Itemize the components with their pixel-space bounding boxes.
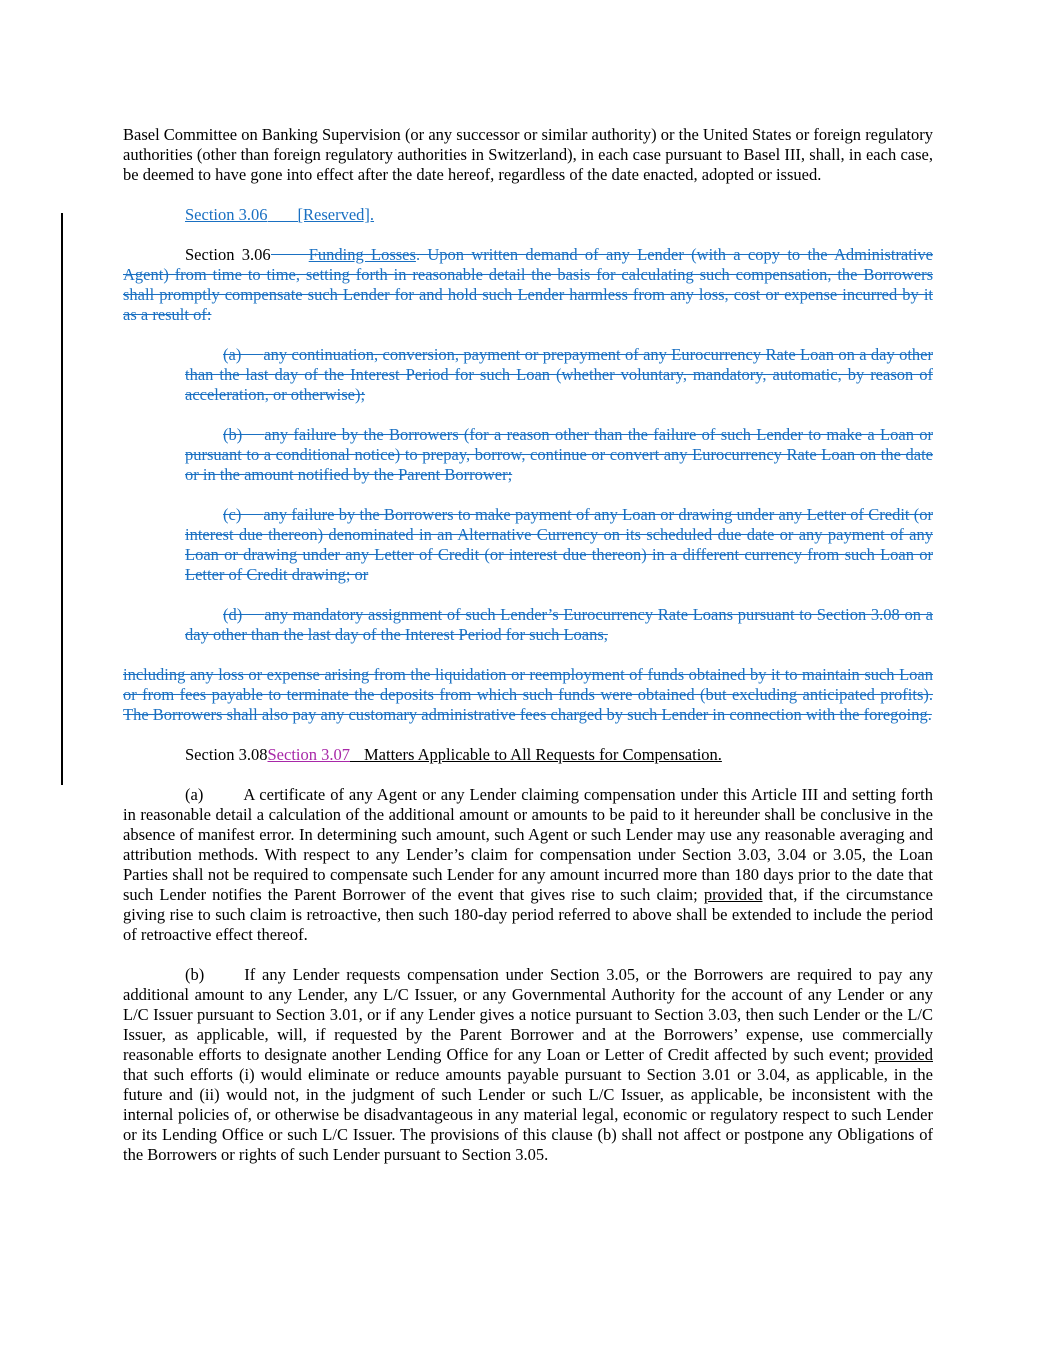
paragraph <box>123 245 933 325</box>
text-segment: that, if the circumstance giving rise to such claim is retroactive, then such 180-day period referred to above shall be extended to include the period of retroactive effect thereof. <box>123 885 933 944</box>
tab-spacer <box>350 745 364 760</box>
text-segment: (b) <box>223 425 243 444</box>
paragraph <box>123 205 933 225</box>
text-segment: provided <box>874 1045 933 1064</box>
tab-spacer <box>242 425 264 440</box>
text-segment: that such efforts (i) would eliminate or reduce amounts payable pursuant to Section 3.01 or 3.04, as applicable, in the future and (ii) would not, in the judgment of such Lender or such L/C Issuer, as applicable, be inconsistent with the internal policies of, or otherwise be disadvantageous in any material legal, economic or regulatory respect to such Lender or its Lending Office or such L/C Issuer. The provisions of this clause (b) shall not affect or postpone any Obligations of the Borrowers or rights of such Lender pursuant to Section 3.05. <box>123 1065 933 1164</box>
tab-spacer <box>271 245 309 260</box>
text-segment: any continuation, conversion, payment or prepayment of any Eurocurrency Rate Loan on a day other than the last day of the Interest Period for such Loan (whether voluntary, mandatory, automatic, by reason of acceleration, or otherwise); <box>185 345 933 404</box>
text-segment: Section 3.08 <box>185 745 268 764</box>
paragraph <box>123 125 933 185</box>
text-segment: . Upon written demand of any Lender (with a copy to the Administrative Agent) from time to time, setting forth in reasonable detail the basis for calculating such compensation, the Borrowers shall promptly compensate such Lender for and hold such Lender harmless from any loss, cost or expense incurred by it as a result of: <box>123 245 933 324</box>
text-segment: any mandatory assignment of such Lender’s Eurocurrency Rate Loans pursuant to Section 3.08 on a day other than the last day of the Interest Period for such Loans, <box>185 605 933 644</box>
paragraph <box>185 425 933 485</box>
text-segment: (d) <box>223 605 243 624</box>
text-segment: including any loss or expense arising from the liquidation or reemployment of funds obtained by it to maintain such Loan or from fees payable to terminate the deposits from which such funds were obtained (but excluding anticipated profits). The Borrowers shall also pay any customary administrative fees charged by such Lender in connection with the foregoing. <box>123 665 933 724</box>
text-segment: any failure by the Borrowers (for a reason other than the failure of such Lender to make a Loan or pursuant to a conditional notice) to prepay, borrow, continue or convert any Eurocurrency Rate Loan on the date or in the amount notified by the Parent Borrower; <box>185 425 933 484</box>
text-segment: (a) <box>185 785 204 804</box>
paragraph <box>123 665 933 725</box>
text-segment: any failure by the Borrowers to make payment of any Loan or drawing under any Letter of Credit (or interest due thereon) denominated in an Alternative Currency on its scheduled due date or any payment of any Loan or drawing under any Letter of Credit (or interest due thereon) in a different currency from such Loan or Letter of Credit drawing; or <box>185 505 933 584</box>
text-segment: If any Lender requests compensation under Section 3.05, or the Borrowers are required to pay any additional amount to any Lender, any L/C Issuer, or any Governmental Authority for the account of any Lender or any L/C Issuer pursuant to Section 3.01, or if any Lender gives a notice pursuant to Section 3.03, then such Lender or the L/C Issuer, as applicable, will, if requested by the Parent Borrower and at the Borrowers’ expense, use commercially reasonable efforts to designate another Lending Office for any Loan or Letter of Credit affected by such event; <box>123 965 933 1064</box>
paragraph <box>185 345 933 405</box>
paragraph <box>185 505 933 585</box>
text-segment: A certificate of any Agent or any Lender claiming compensation under this Article III and setting forth in reasonable detail a calculation of the additional amount or amounts to be paid to it hereunder shall be conclusive in the absence of manifest error. In determining such amount, such Agent or such Lender may use any reasonable averaging and attribution methods. With respect to any Lender’s claim for compensation under Section 3.03, 3.04 or 3.05, the Loan Parties shall not be required to compensate such Lender for any amount incurred more than 180 days prior to the date that such Lender notifies the Parent Borrower of the event that gives rise to such claim; <box>123 785 933 904</box>
text-segment: Section 3.07 <box>267 745 350 764</box>
text-segment: Section 3.06 <box>185 245 271 264</box>
paragraph <box>123 965 933 1165</box>
paragraph <box>185 605 933 645</box>
tab-spacer <box>242 605 264 620</box>
text-segment: Basel Committee on Banking Supervision (or any successor or similar authority) or the United States or foreign regulatory authorities (other than foreign regulatory authorities in Switzerland), in each case pursuant to Basel III, shall, in each case, be deemed to have gone into effect after the date hereof, regardless of the date enacted, adopted or issued. <box>123 125 933 184</box>
tab-spacer <box>203 785 243 800</box>
tab-spacer <box>268 205 298 220</box>
paragraph <box>123 745 933 765</box>
text-segment: Section 3.06 <box>185 205 268 224</box>
text-segment: provided <box>703 885 763 904</box>
tab-spacer <box>241 505 263 520</box>
text-segment: Funding Losses <box>308 245 416 264</box>
revision-change-bar <box>61 213 63 785</box>
text-segment: (c) <box>223 505 242 524</box>
text-segment: (a) <box>223 345 242 364</box>
text-segment: [Reserved]. <box>297 205 375 224</box>
paragraph <box>123 785 933 945</box>
text-segment: Matters Applicable to All Requests for Compensation. <box>364 745 722 764</box>
text-segment: (b) <box>185 965 205 984</box>
tab-spacer <box>204 965 244 980</box>
document-body <box>123 125 933 1165</box>
tab-spacer <box>241 345 263 360</box>
